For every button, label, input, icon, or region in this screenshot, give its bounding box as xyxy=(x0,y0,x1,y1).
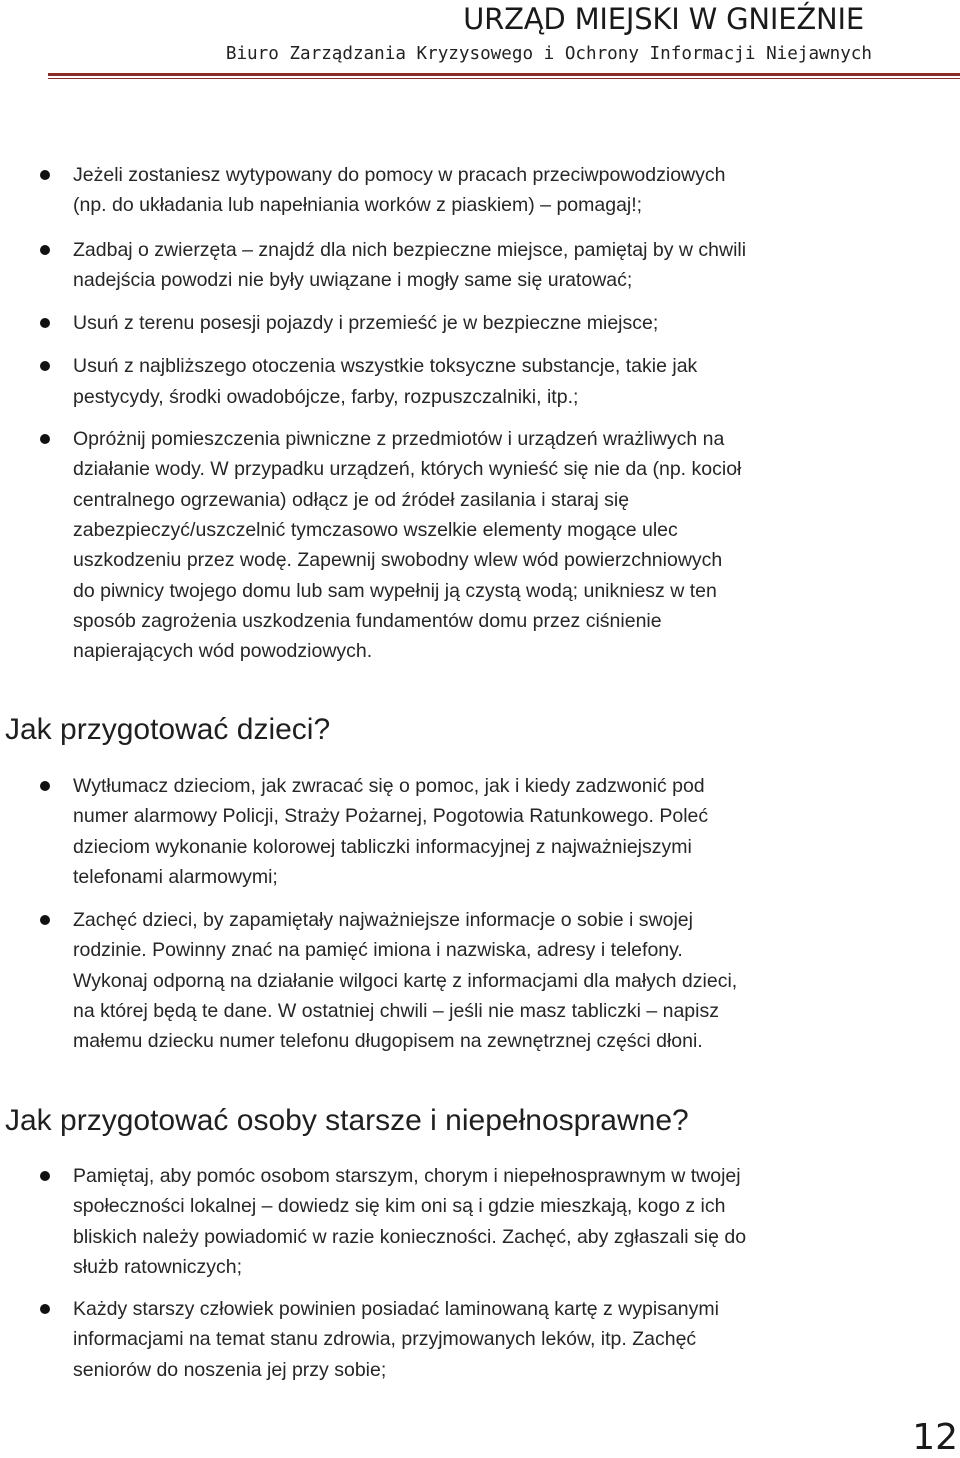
list-item-text xyxy=(73,308,960,338)
list-item xyxy=(0,160,960,221)
elderly-section xyxy=(0,1161,960,1385)
text-line: Zachęć dzieci, by zapamiętały najważniejsze informacje o sobie i swojej xyxy=(73,909,693,932)
text-line: Usuń z terenu posesji pojazdy i przemieść je w bezpieczne miejsce; xyxy=(73,312,659,335)
section-heading-elderly: Jak przygotować osoby starsze i niepełnosprawne? xyxy=(5,1104,689,1137)
header-divider xyxy=(48,73,960,79)
text-line: Pamiętaj, aby pomóc osobom starszym, chorym i niepełnosprawnym w twojej xyxy=(73,1165,741,1187)
bullet-icon xyxy=(40,781,50,791)
bullet-icon xyxy=(40,245,50,255)
header-subtitle: Biuro Zarządzania Kryzysowego i Ochrony Informacji Niejawnych xyxy=(225,44,872,64)
page-header xyxy=(0,0,960,82)
text-line: dzieciom wykonanie kolorowej tabliczki informacyjnej z najważniejszymi xyxy=(73,835,692,858)
bullet-icon xyxy=(40,170,50,180)
text-line: Usuń z najbliższego otoczenia wszystkie toksyczne substancje, takie jak xyxy=(73,355,698,378)
bullet-icon xyxy=(40,915,50,925)
bullet-icon xyxy=(40,1304,50,1314)
list-item-text xyxy=(73,235,960,296)
text-line: na której będą te dane. W ostatniej chwili – jeśli nie masz tabliczki – napisz xyxy=(73,1000,719,1023)
text-line: społeczności lokalnej – dowiedz się kim oni są i gdzie mieszkają, kogo z ich xyxy=(73,1195,726,1218)
flood-section xyxy=(0,160,960,666)
bullet-icon xyxy=(40,434,50,444)
bullet-icon xyxy=(40,1171,50,1181)
section-heading-children: Jak przygotować dzieci? xyxy=(5,713,331,746)
list-item-text xyxy=(73,351,960,412)
text-line: Jeżeli zostaniesz wytypowany do pomocy w pracach przeciwpowodziowych xyxy=(73,164,726,186)
text-line: nadejścia powodzi nie były uwiązane i mogły same się uratować; xyxy=(73,268,633,291)
list-item-text xyxy=(73,160,960,221)
text-line: bliskich należy powiadomić w razie konieczności. Zachęć, aby zgłaszali się do xyxy=(73,1225,747,1248)
text-line: zabezpieczyć/uszczelnić tymczasowo wszelkie elementy mogące ulec xyxy=(73,518,678,541)
list-item-text xyxy=(73,905,960,1056)
children-section xyxy=(0,771,960,1057)
text-line: Zadbaj o zwierzęta – znajdź dla nich bezpieczne miejsce, pamiętaj by w chwili xyxy=(73,238,747,261)
flood-bullet-list xyxy=(0,160,960,666)
text-line: rodzinie. Powinny znać na pamięć imiona i nazwiska, adresy i telefony. xyxy=(73,939,683,962)
list-item xyxy=(0,424,960,666)
text-line: służb ratowniczych; xyxy=(73,1255,243,1278)
bullet-icon xyxy=(40,318,50,328)
list-item-text xyxy=(73,1294,960,1385)
text-line: małemu dziecku numer telefonu długopisem na zewnętrznej części dłoni. xyxy=(73,1030,703,1053)
text-line: sposób zagrożenia uszkodzenia fundamentów domu przez ciśnienie xyxy=(73,609,662,632)
list-item xyxy=(0,308,960,338)
list-item xyxy=(0,351,960,412)
list-item-text xyxy=(73,424,960,666)
text-line: informacjami na temat stanu zdrowia, przyjmowanych leków, itp. Zachęć xyxy=(73,1328,697,1351)
list-item xyxy=(0,1161,960,1282)
text-line: do piwnicy twojego domu lub sam wypełnij ją czystą wodą; unikniesz w ten xyxy=(73,579,717,602)
text-line: uszkodzeniu przez wodę. Zapewnij swobodny wlew wód powierzchniowych xyxy=(73,549,723,572)
header-title: URZĄD MIEJSKI W GNIEŹNIE xyxy=(463,2,864,36)
children-bullet-list xyxy=(0,771,960,1057)
text-line: telefonami alarmowymi; xyxy=(73,865,278,888)
list-item xyxy=(0,1294,960,1385)
page-number: 12 xyxy=(912,1417,958,1458)
text-line: napierających wód powodziowych. xyxy=(73,640,373,663)
text-line: Opróżnij pomieszczenia piwniczne z przedmiotów i urządzeń wrażliwych na xyxy=(73,428,725,451)
text-line: Wykonaj odporną na działanie wilgoci kartę z informacjami dla małych dzieci, xyxy=(73,969,738,992)
text-line: Wytłumacz dzieciom, jak zwracać się o pomoc, jak i kiedy zadzwonić pod xyxy=(73,775,705,797)
bullet-icon xyxy=(40,361,50,371)
list-item xyxy=(0,905,960,1056)
text-line: Każdy starszy człowiek powinien posiadać laminowaną kartę z wypisanymi xyxy=(73,1298,719,1321)
elderly-bullet-list xyxy=(0,1161,960,1385)
list-item xyxy=(0,771,960,892)
list-item xyxy=(0,235,960,296)
text-line: (np. do układania lub napełniania worków z piaskiem) – pomagaj!; xyxy=(73,194,643,217)
text-line: seniorów do noszenia jej przy sobie; xyxy=(73,1358,387,1381)
list-item-text xyxy=(73,771,960,892)
text-line: centralnego ogrzewania) odłącz je od źródeł zasilania i staraj się xyxy=(73,488,630,511)
text-line: numer alarmowy Policji, Straży Pożarnej, Pogotowia Ratunkowego. Poleć xyxy=(73,805,709,828)
list-item-text xyxy=(73,1161,960,1282)
text-line: pestycydy, środki owadobójcze, farby, rozpuszczalniki, itp.; xyxy=(73,385,579,408)
text-line: działanie wody. W przypadku urządzeń, których wynieść się nie da (np. kocioł xyxy=(73,458,742,481)
